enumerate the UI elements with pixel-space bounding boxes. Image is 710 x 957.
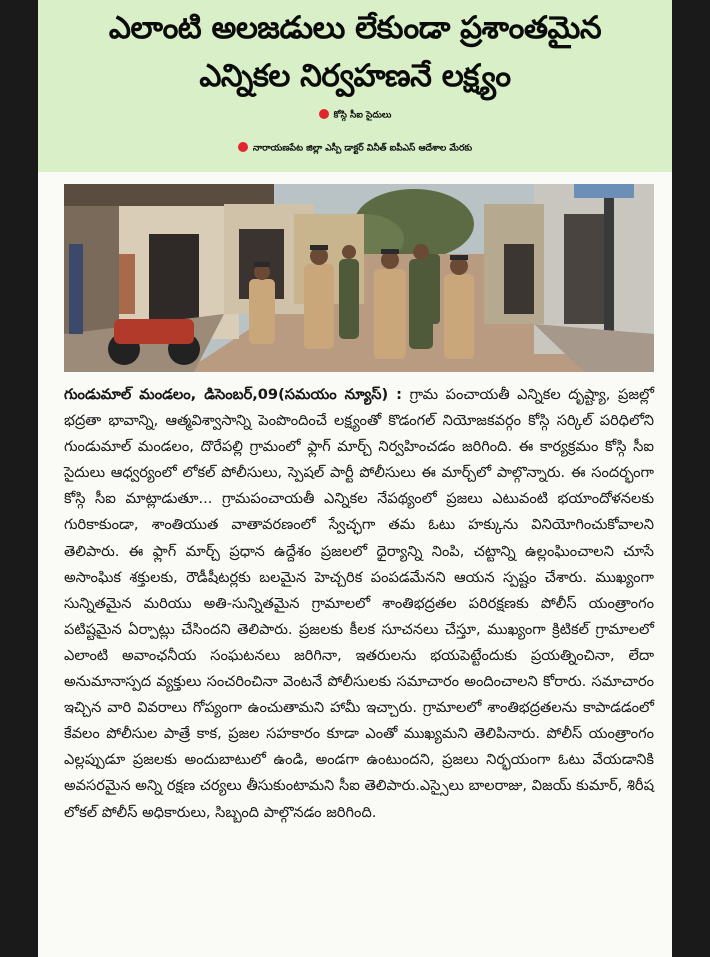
- subhead-1-text: కోస్గి సీఐ సైదులు: [333, 110, 392, 121]
- article-body: [64, 382, 654, 826]
- article-text: గ్రామ పంచాయతీ ఎన్నికల దృష్ట్యా, ప్రజల్లో భద్రతా భావాన్ని, ఆత్మవిశ్వాసాన్ని పెంపొందించే లక్ష్యంతో కొడంగల్ నియోజకవర్గం కోస్గి సర్కిల్ పరిధిలోని గుండుమాల్ మండలం, దొరేపల్లి గ్రామంలో ఫ్లాగ్ మార్చ్ నిర్వహించడం జరిగింది. ఈ కార్యక్రమం కోస్గి సీఐ సైదులు ఆధ్వర్యంలో లోకల్ పోలీసులు, స్పెషల్ పార్టీ పోలీసులు ఈ మార్చ్‌లో పాల్గొన్నారు. ఈ సందర్భంగా కోస్గి సీఐ మాట్లాడుతూ... గ్రామపంచాయతీ ఎన్నికల నేపథ్యంలో ప్రజలు ఎటువంటి భయాందోళనలకు గురికాకుండా, శాంతియుత వాతావరణంలో స్వేచ్ఛగా తమ ఓటు హక్కును వినియోగించుకోవాలని తెలిపారు. ఈ ఫ్లాగ్ మార్చ్ ప్రధాన ఉద్దేశం ప్రజలలో ధైర్యాన్ని నింపి, చట్టాన్ని ఉల్లంఘించాలని చూసే అసాంఘిక శక్తులకు, రౌడీషీటర్లకు బలమైన హెచ్చరిక పంపడమేనని ఆయన స్పష్టం చేశారు. ముఖ్యంగా సున్నితమైన మరియు అతి-సున్నితమైన గ్రామాలలో శాంతిభద్రతల పరిరక్షణకు పోలీస్ యంత్రాంగం పటిష్టమైన ఏర్పాట్లు చేసిందని తెలిపారు. ప్రజలకు కీలక సూచనలు చేస్తూ, ముఖ్యంగా క్రిటికల్ గ్రామాలలో ఎలాంటి అవాంఛనీయ సంఘటనలు జరిగినా, ఇతరులను భయపెట్టేందుకు ప్రయత్నించినా, లేదా అనుమానాస్పద వ్యక్తులు సంచరించినా వెంటనే పోలీసులకు సమాచారం అందించాలని కోరారు. సమాచారం ఇచ్చిన వారి వివరాలు గోప్యంగా ఉంచుతామని హామీ ఇచ్చారు. గ్రామాలలో శాంతిభద్రతలను కాపాడడంలో కేవలం పోలీసుల పాత్రే కాక, ప్రజల సహకారం కూడా ఎంతో ముఖ్యమని తెలిపినారు. పోలీస్ యంత్రాంగం ఎల్లప్పుడూ ప్రజలకు అందుబాటులో ఉండి, అండగా ఉంటుందని, ప్రజలు నిర్భయంగా ఓటు వేయడానికి అవసరమైన అన్ని రక్షణ చర్యలు తీసుకుంటామని సీఐ తెలిపారు.ఎస్సైలు బాలరాజు, విజయ్ కుమార్, శిరీష లోకల్ పోలీస్ అధికారులు, సిబ్బంది పాల్గొనడం జరిగింది.: [64, 386, 655, 821]
- news-clipping: [38, 0, 672, 957]
- headline-line-2: ఎన్నికల నిర్వహణనే లక్ష్యం: [199, 58, 511, 94]
- bullet-icon: [238, 142, 248, 152]
- news-photo: [64, 184, 654, 372]
- headline-line-1: ఎలాంటి అలజడులు లేకుండా ప్రశాంతమైన: [108, 10, 602, 46]
- headline-banner: [38, 0, 672, 172]
- subhead-2: [38, 143, 672, 156]
- subhead-1: [38, 110, 672, 123]
- bullet-icon: [319, 109, 329, 119]
- article-dateline: గుండుమాల్ మండలం, డిసెంబర్,09(సమయం న్యూస్) :: [64, 386, 403, 403]
- subhead-2-text: నారాయణపేట జిల్లా ఎస్పీ డాక్టర్ వినీత్ ఐపీఎస్ ఆదేశాల మేరకు: [252, 143, 473, 154]
